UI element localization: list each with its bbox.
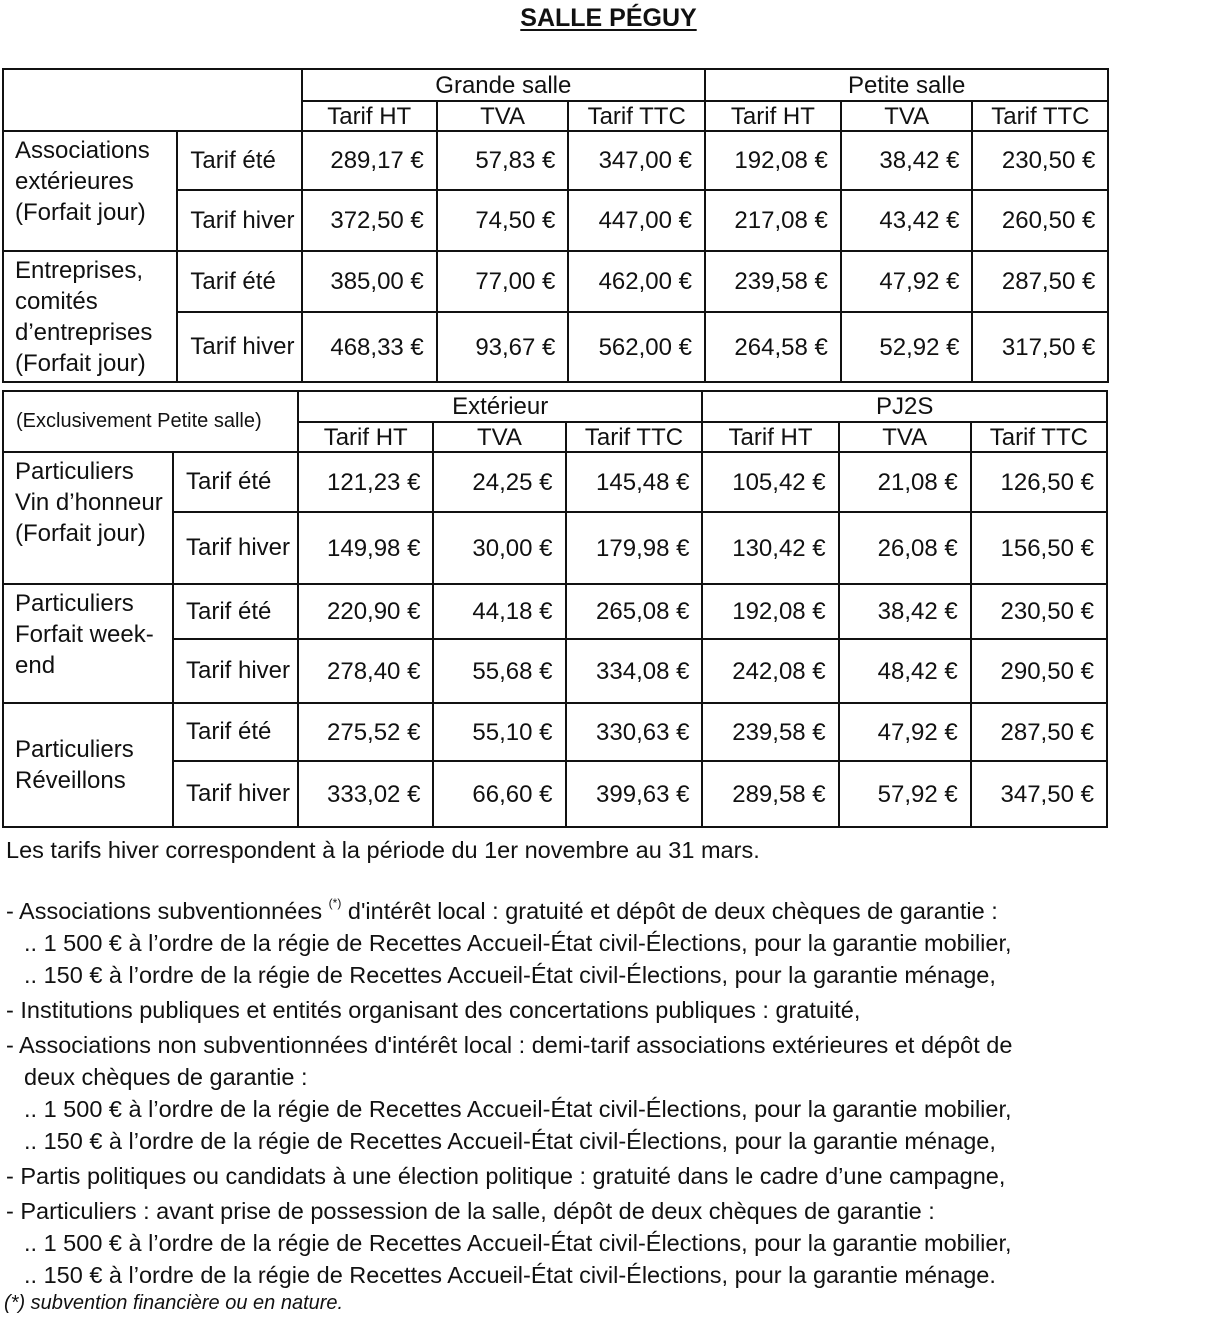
price-cell: 105,42 € xyxy=(702,452,838,512)
period-label: Tarif été xyxy=(173,703,298,761)
price-cell: 347,50 € xyxy=(971,761,1107,827)
table-row xyxy=(3,584,1216,639)
period-label: Tarif hiver xyxy=(177,190,301,251)
price-cell: 372,50 € xyxy=(302,190,437,251)
price-cell: 278,40 € xyxy=(298,639,433,703)
price-cell: 192,08 € xyxy=(705,131,841,190)
table-row xyxy=(3,251,1216,312)
table-row xyxy=(3,131,1216,190)
deposit-furniture-line: .. 1 500 € à l’ordre de la régie de Recettes Accueil-État civil-Élections, pour la garantie mobilier, xyxy=(24,1096,1012,1122)
price-cell: 317,50 € xyxy=(972,312,1108,382)
price-cell: 57,92 € xyxy=(839,761,971,827)
column-header: Tarif TTC xyxy=(568,101,705,131)
column-header: Tarif HT xyxy=(705,101,841,131)
winter-period-note: Les tarifs hiver correspondent à la période du 1er novembre au 31 mars. xyxy=(6,837,760,863)
price-cell: 149,98 € xyxy=(298,512,433,584)
table-row xyxy=(3,761,1216,827)
price-cell: 44,18 € xyxy=(433,584,565,639)
category-label: Particuliers Vin d’honneur (Forfait jour) xyxy=(3,452,173,584)
price-cell: 74,50 € xyxy=(437,190,569,251)
price-cell: 289,17 € xyxy=(302,131,437,190)
price-cell: 447,00 € xyxy=(568,190,705,251)
price-cell: 38,42 € xyxy=(839,584,971,639)
note-text: - Associations subventionnées xyxy=(6,898,323,924)
group-header-petite-salle: Petite salle xyxy=(705,69,1108,101)
price-cell: 334,08 € xyxy=(566,639,703,703)
group-header-pj2s: PJ2S xyxy=(702,391,1106,422)
price-cell: 47,92 € xyxy=(841,251,973,312)
note-text: d'intérêt local : gratuité et dépôt de deux chèques de garantie : xyxy=(341,898,998,924)
deposit-cleaning-line: .. 150 € à l’ordre de la régie de Recettes Accueil-État civil-Élections, pour la garantie ménage. xyxy=(24,1262,996,1288)
price-cell: 468,33 € xyxy=(302,312,437,382)
price-cell: 217,08 € xyxy=(705,190,841,251)
period-label: Tarif hiver xyxy=(177,312,301,382)
price-cell: 47,92 € xyxy=(839,703,971,761)
table-row xyxy=(3,452,1216,512)
price-cell: 43,42 € xyxy=(841,190,973,251)
price-cell: 289,58 € xyxy=(702,761,838,827)
price-cell: 239,58 € xyxy=(705,251,841,312)
column-header: TVA xyxy=(437,101,569,131)
period-label: Tarif été xyxy=(173,584,298,639)
deposit-furniture-line: .. 1 500 € à l’ordre de la régie de Recettes Accueil-État civil-Élections, pour la garantie mobilier, xyxy=(24,930,1012,956)
conditions-notes xyxy=(0,834,1217,1315)
price-cell: 52,92 € xyxy=(841,312,973,382)
price-cell: 26,08 € xyxy=(839,512,971,584)
price-cell: 333,02 € xyxy=(298,761,433,827)
price-cell: 179,98 € xyxy=(566,512,703,584)
price-cell: 57,83 € xyxy=(437,131,569,190)
price-cell: 130,42 € xyxy=(702,512,838,584)
group-header-exterieur: Extérieur xyxy=(298,391,703,422)
note-subsidized-associations xyxy=(6,895,1217,927)
column-header: Tarif TTC xyxy=(971,422,1107,452)
deposit-furniture-line: .. 1 500 € à l’ordre de la régie de Recettes Accueil-État civil-Élections, pour la garantie mobilier, xyxy=(24,1230,1012,1256)
column-header: Tarif HT xyxy=(702,422,838,452)
price-cell: 93,67 € xyxy=(437,312,569,382)
category-label: Entreprises, comités d’entreprises (Forfait jour) xyxy=(3,251,177,382)
price-cell: 126,50 € xyxy=(971,452,1107,512)
price-cell: 145,48 € xyxy=(566,452,703,512)
price-cell: 330,63 € xyxy=(566,703,703,761)
group-header-grande-salle: Grande salle xyxy=(302,69,705,101)
price-cell: 24,25 € xyxy=(433,452,565,512)
price-cell: 66,60 € xyxy=(433,761,565,827)
price-cell: 48,42 € xyxy=(839,639,971,703)
page-title-text: SALLE PÉGUY xyxy=(520,4,697,32)
price-cell: 220,90 € xyxy=(298,584,433,639)
footnote: (*) subvention financière ou en nature. xyxy=(4,1292,344,1314)
column-header: TVA xyxy=(839,422,971,452)
pricing-table-small-hall xyxy=(2,390,1217,828)
exclusive-small-hall-label: (Exclusivement Petite salle) xyxy=(3,391,298,452)
price-cell: 242,08 € xyxy=(702,639,838,703)
price-cell: 347,00 € xyxy=(568,131,705,190)
column-header: TVA xyxy=(433,422,565,452)
note-political-parties: - Partis politiques ou candidats à une élection politique : gratuité dans le cadre d’une campagne, xyxy=(6,1163,1006,1189)
note-non-subsidized-associations-cont: deux chèques de garantie : xyxy=(24,1064,308,1090)
note-individuals: - Particuliers : avant prise de possession de la salle, dépôt de deux chèques de garantie : xyxy=(6,1198,935,1224)
footnote-marker: (*) xyxy=(328,896,342,910)
category-label: Particuliers Réveillons xyxy=(3,703,173,827)
price-cell: 265,08 € xyxy=(566,584,703,639)
price-cell: 287,50 € xyxy=(972,251,1108,312)
column-header: Tarif HT xyxy=(302,101,437,131)
price-cell: 230,50 € xyxy=(972,131,1108,190)
period-label: Tarif hiver xyxy=(173,639,298,703)
table-row xyxy=(3,639,1216,703)
table-row xyxy=(3,703,1216,761)
price-cell: 287,50 € xyxy=(971,703,1107,761)
note-non-subsidized-associations: - Associations non subventionnées d'intérêt local : demi-tarif associations extérieures et dépôt de xyxy=(6,1032,1013,1058)
price-cell: 230,50 € xyxy=(971,584,1107,639)
price-cell: 399,63 € xyxy=(566,761,703,827)
category-label: Associations extérieures (Forfait jour) xyxy=(3,131,177,251)
price-cell: 30,00 € xyxy=(433,512,565,584)
table-row xyxy=(3,312,1216,382)
deposit-cleaning-line: .. 150 € à l’ordre de la régie de Recettes Accueil-État civil-Élections, pour la garantie ménage, xyxy=(24,962,996,988)
price-cell: 156,50 € xyxy=(971,512,1107,584)
price-cell: 462,00 € xyxy=(568,251,705,312)
price-cell: 77,00 € xyxy=(437,251,569,312)
period-label: Tarif été xyxy=(177,251,301,312)
column-header: Tarif TTC xyxy=(566,422,703,452)
period-label: Tarif hiver xyxy=(173,761,298,827)
page-title xyxy=(0,4,1217,33)
price-cell: 21,08 € xyxy=(839,452,971,512)
note-public-institutions: - Institutions publiques et entités organisant des concertations publiques : gratuité, xyxy=(6,997,861,1023)
price-cell: 38,42 € xyxy=(841,131,973,190)
period-label: Tarif été xyxy=(177,131,301,190)
price-cell: 192,08 € xyxy=(702,584,838,639)
price-cell: 239,58 € xyxy=(702,703,838,761)
price-cell: 260,50 € xyxy=(972,190,1108,251)
price-cell: 264,58 € xyxy=(705,312,841,382)
column-header: Tarif TTC xyxy=(972,101,1108,131)
period-label: Tarif été xyxy=(173,452,298,512)
price-cell: 55,68 € xyxy=(433,639,565,703)
period-label: Tarif hiver xyxy=(173,512,298,584)
price-cell: 385,00 € xyxy=(302,251,437,312)
deposit-cleaning-line: .. 150 € à l’ordre de la régie de Recettes Accueil-État civil-Élections, pour la garantie ménage, xyxy=(24,1128,996,1154)
table-row xyxy=(3,190,1216,251)
category-label: Particuliers Forfait week-end xyxy=(3,584,173,703)
price-cell: 290,50 € xyxy=(971,639,1107,703)
pricing-table-main-halls xyxy=(2,68,1217,383)
price-cell: 562,00 € xyxy=(568,312,705,382)
price-cell: 121,23 € xyxy=(298,452,433,512)
table-row xyxy=(3,512,1216,584)
corner-cell xyxy=(3,69,302,131)
column-header: Tarif HT xyxy=(298,422,433,452)
price-cell: 275,52 € xyxy=(298,703,433,761)
price-cell: 55,10 € xyxy=(433,703,565,761)
column-header: TVA xyxy=(841,101,973,131)
